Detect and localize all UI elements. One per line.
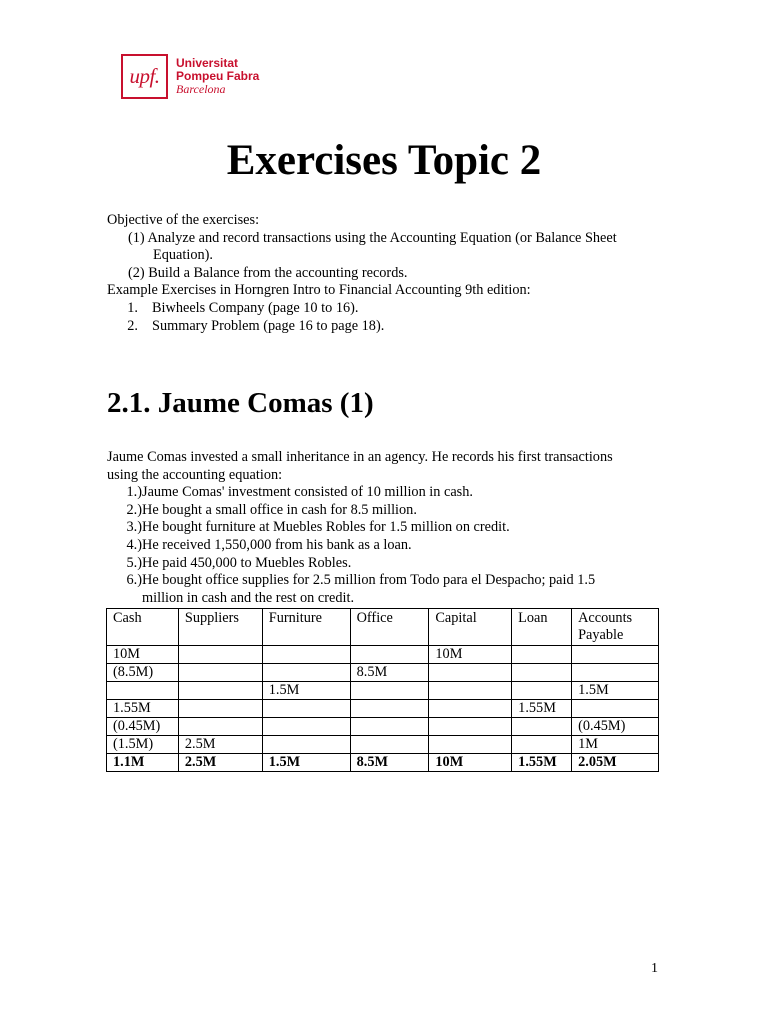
table-cell: 1.55M (107, 700, 179, 718)
transaction-item (107, 484, 662, 502)
total-cell: 1.1M (107, 754, 179, 772)
logo-line-barcelona: Barcelona (176, 81, 226, 96)
table-cell: 10M (107, 646, 179, 664)
example-item-number: 2. (127, 317, 138, 334)
objective-item-2: (2) Build a Balance from the accounting records. (128, 264, 408, 281)
example-item (107, 300, 662, 318)
transaction-number: 5.) (126, 554, 142, 571)
table-cell: (8.5M) (107, 664, 179, 682)
intro-line-1: Jaume Comas invested a small inheritance in an agency. He records his first transactions (107, 449, 613, 465)
transaction-number: 4.) (126, 536, 142, 553)
table-cell (512, 718, 572, 736)
transaction-text: He bought office supplies for 2.5 million from Todo para el Despacho; paid 1.5 (142, 572, 596, 589)
table-cell (572, 646, 659, 664)
table-cell (262, 718, 350, 736)
transaction-item (107, 519, 662, 537)
transaction-item (107, 502, 662, 520)
table-cell (178, 700, 262, 718)
table-cell (350, 736, 429, 754)
objective-item-1-line-1: (1) Analyze and record transactions using the Accounting Equation (or Balance Sheet (128, 229, 617, 246)
table-cell (178, 718, 262, 736)
table-cell (350, 646, 429, 664)
table-header-row (107, 609, 659, 646)
transaction-item (107, 572, 662, 590)
column-header-loan: Loan (512, 609, 572, 646)
logo-line-universitat: Universitat (176, 55, 239, 70)
table-row (107, 700, 659, 718)
table-row (107, 682, 659, 700)
column-header-accounts-payable: Accounts Payable (572, 609, 659, 646)
transaction-number: 2.) (126, 501, 142, 518)
column-header-capital: Capital (429, 609, 512, 646)
table-cell (429, 736, 512, 754)
table-cell: 8.5M (350, 664, 429, 682)
table-cell (350, 718, 429, 736)
table-row (107, 664, 659, 682)
transaction-text: He paid 450,000 to Muebles Robles. (142, 554, 352, 571)
page-number: 1 (651, 961, 658, 976)
objective-item-1-line-2: Equation). (153, 247, 213, 264)
table-cell (572, 664, 659, 682)
example-item (107, 318, 662, 336)
transaction-number: 1.) (126, 484, 142, 501)
table-cell: 1.5M (572, 682, 659, 700)
table-cell (262, 664, 350, 682)
table-cell (572, 700, 659, 718)
total-cell: 1.55M (512, 754, 572, 772)
exercise-description (107, 449, 662, 607)
table-cell: 1.55M (512, 700, 572, 718)
table-totals-row (107, 754, 659, 772)
table-cell (178, 664, 262, 682)
document-title: Exercises Topic 2 (226, 137, 542, 184)
total-cell: 10M (429, 754, 512, 772)
objectives-heading: Objective of the exercises: (107, 212, 260, 228)
table-cell (350, 700, 429, 718)
objectives-block (107, 212, 662, 335)
table-cell (350, 682, 429, 700)
table-cell (429, 700, 512, 718)
column-header-office: Office (350, 609, 429, 646)
table-cell (262, 700, 350, 718)
table-cell (107, 682, 179, 700)
table-cell: (0.45M) (107, 718, 179, 736)
table-cell (429, 664, 512, 682)
example-item-text: Biwheels Company (page 10 to 16). (152, 299, 359, 316)
example-item-text: Summary Problem (page 16 to page 18). (152, 317, 385, 334)
table-cell (512, 664, 572, 682)
examples-heading: Example Exercises in Horngren Intro to Financial Accounting 9th edition: (107, 282, 531, 299)
table-cell (178, 682, 262, 700)
accounting-equation-table (106, 608, 659, 772)
table-cell (262, 646, 350, 664)
table-cell (512, 646, 572, 664)
table-row (107, 646, 659, 664)
column-header-furniture: Furniture (262, 609, 350, 646)
table-cell: (1.5M) (107, 736, 179, 754)
table-cell (512, 682, 572, 700)
example-item-number: 1. (127, 299, 138, 316)
table-cell: (0.45M) (572, 718, 659, 736)
total-cell: 2.5M (178, 754, 262, 772)
transaction-text: He bought furniture at Muebles Robles for 1.5 million on credit. (142, 519, 510, 536)
transaction-text: Jaume Comas' investment consisted of 10 million in cash. (142, 484, 473, 501)
table-cell (429, 718, 512, 736)
transaction-number: 6.) (126, 572, 142, 589)
intro-line-2: using the accounting equation: (107, 466, 283, 483)
logo-line-pompeu-fabra: Pompeu Fabra (176, 68, 260, 83)
column-header-suppliers: Suppliers (178, 609, 262, 646)
transaction-text: He received 1,550,000 from his bank as a loan. (142, 536, 412, 553)
column-header-cash: Cash (107, 609, 179, 646)
total-cell: 1.5M (262, 754, 350, 772)
table-cell (512, 736, 572, 754)
transaction-list (107, 484, 662, 607)
table-cell: 10M (429, 646, 512, 664)
total-cell: 2.05M (572, 754, 659, 772)
upf-logo (121, 52, 259, 100)
table-row (107, 718, 659, 736)
table-row (107, 736, 659, 754)
table-cell: 2.5M (178, 736, 262, 754)
upf-logo-mark: upf. (121, 54, 168, 99)
table-cell (178, 646, 262, 664)
table-cell (429, 682, 512, 700)
table-cell: 1M (572, 736, 659, 754)
transaction-number: 3.) (126, 519, 142, 536)
upf-logo-text (176, 57, 259, 96)
section-title: 2.1. Jaume Comas (1) (107, 387, 374, 419)
transaction-item (107, 537, 662, 555)
table-cell (262, 736, 350, 754)
transaction-item (107, 555, 662, 573)
transaction-6-continuation: million in cash and the rest on credit. (142, 589, 355, 606)
table-cell: 1.5M (262, 682, 350, 700)
total-cell: 8.5M (350, 754, 429, 772)
transaction-text: He bought a small office in cash for 8.5 million. (142, 501, 417, 518)
